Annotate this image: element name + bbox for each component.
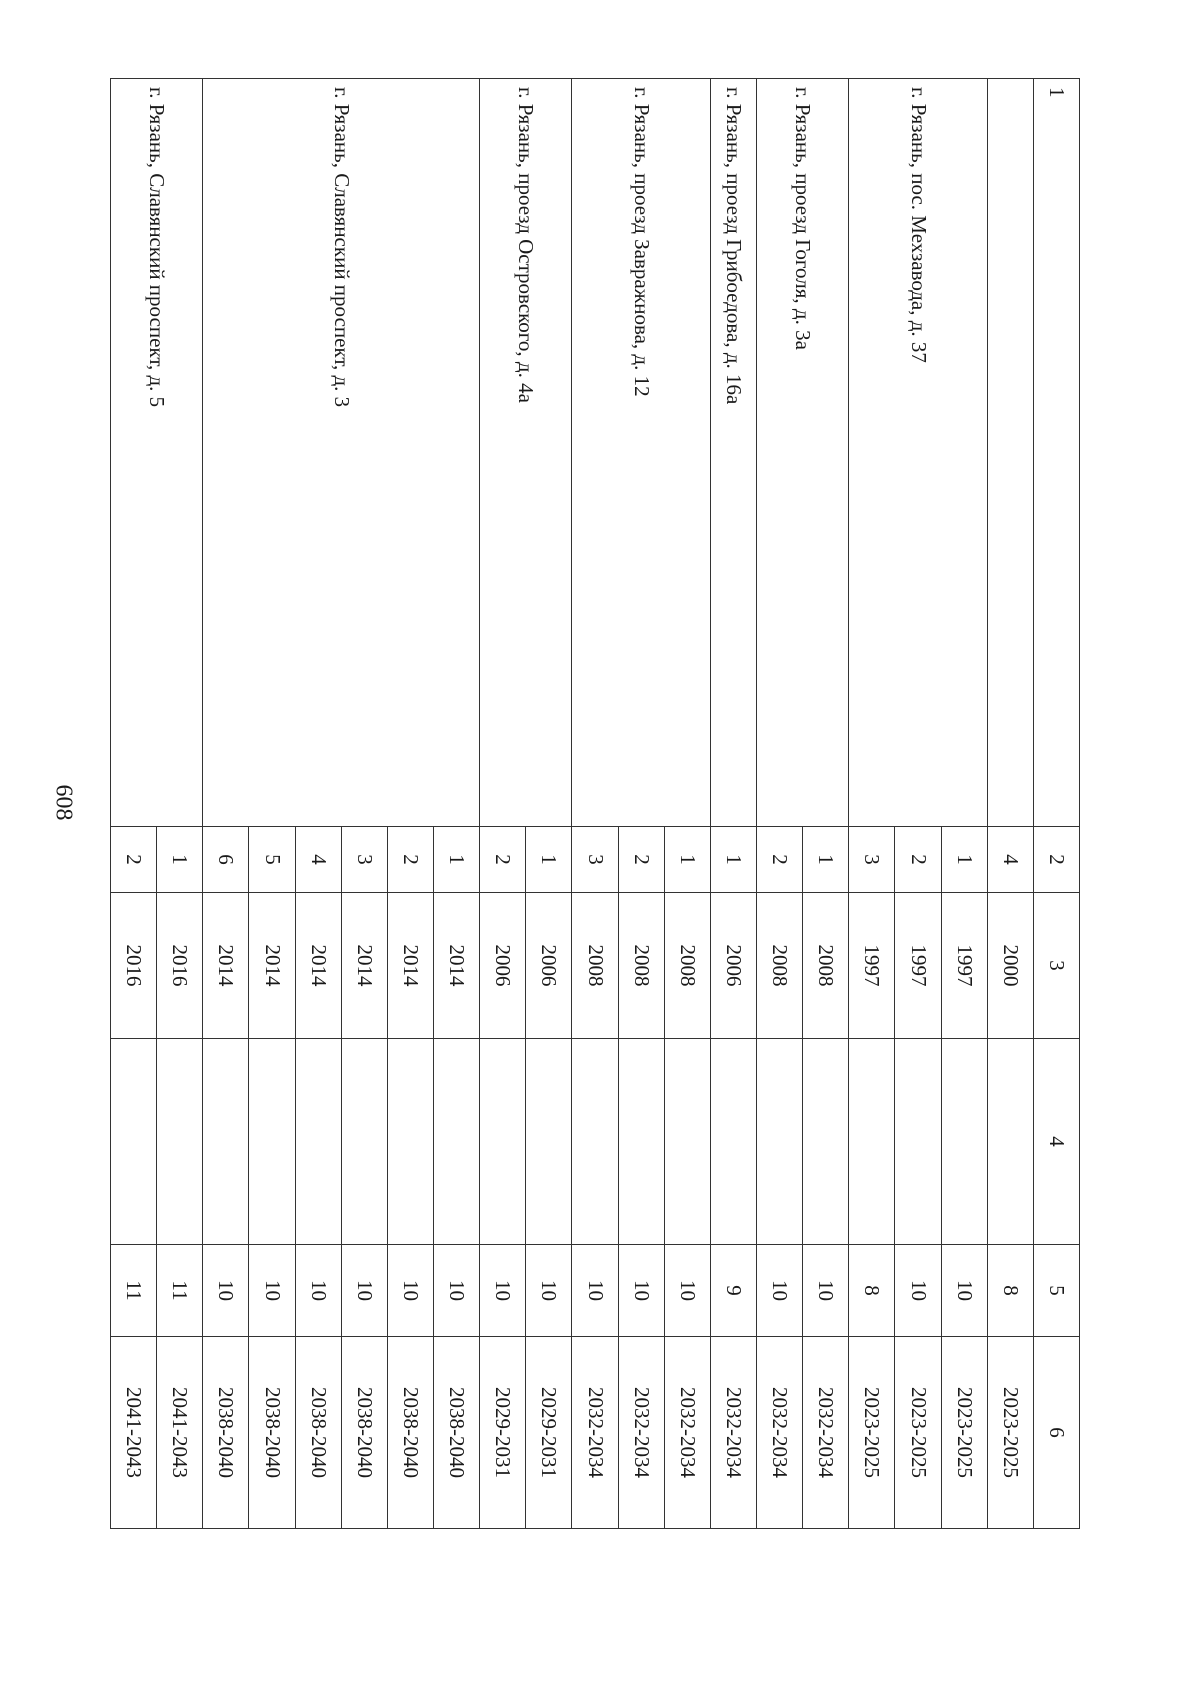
period-cell: 2023-2025: [941, 1337, 987, 1529]
empty-cell: [203, 1039, 249, 1245]
year-cell: 2014: [341, 893, 387, 1039]
year-cell: 2006: [526, 893, 572, 1039]
year-cell: 1997: [849, 893, 895, 1039]
period-cell: 2032-2034: [572, 1337, 618, 1529]
row-number-cell: 2: [895, 827, 941, 893]
table-row: [710, 79, 756, 1529]
address-cell: г. Рязань, Славянский проспект, д. 3: [203, 79, 480, 827]
empty-cell: [434, 1039, 480, 1245]
period-cell: 2029-2031: [480, 1337, 526, 1529]
empty-cell: [111, 1039, 157, 1245]
row-number-cell: 4: [987, 827, 1033, 893]
count-cell: 10: [295, 1245, 341, 1337]
period-cell: 2038-2040: [249, 1337, 295, 1529]
period-cell: 2038-2040: [295, 1337, 341, 1529]
column-header: 3: [1033, 893, 1079, 1039]
year-cell: 2008: [664, 893, 710, 1039]
table-row: [987, 79, 1033, 1529]
count-cell: 10: [572, 1245, 618, 1337]
year-cell: 2008: [803, 893, 849, 1039]
period-cell: 2023-2025: [987, 1337, 1033, 1529]
period-cell: 2032-2034: [803, 1337, 849, 1529]
year-cell: 2014: [203, 893, 249, 1039]
column-header: 2: [1033, 827, 1079, 893]
row-number-cell: 2: [387, 827, 433, 893]
empty-cell: [249, 1039, 295, 1245]
period-cell: 2041-2043: [157, 1337, 203, 1529]
period-cell: 2038-2040: [341, 1337, 387, 1529]
row-number-cell: 3: [572, 827, 618, 893]
count-cell: 10: [203, 1245, 249, 1337]
row-number-cell: 2: [618, 827, 664, 893]
year-cell: 2016: [111, 893, 157, 1039]
year-cell: 2014: [295, 893, 341, 1039]
column-header: 4: [1033, 1039, 1079, 1245]
year-cell: 1997: [941, 893, 987, 1039]
count-cell: 9: [710, 1245, 756, 1337]
year-cell: 2008: [572, 893, 618, 1039]
count-cell: 10: [803, 1245, 849, 1337]
row-number-cell: 3: [849, 827, 895, 893]
count-cell: 10: [895, 1245, 941, 1337]
column-header: 5: [1033, 1245, 1079, 1337]
address-cell: г. Рязань, проезд Островского, д. 4а: [480, 79, 572, 827]
empty-cell: [987, 1039, 1033, 1245]
table-row: [941, 79, 987, 1529]
period-cell: 2023-2025: [849, 1337, 895, 1529]
year-cell: 1997: [895, 893, 941, 1039]
row-number-cell: 1: [941, 827, 987, 893]
schedule-table: [110, 78, 1080, 1529]
period-cell: 2023-2025: [895, 1337, 941, 1529]
row-number-cell: 6: [203, 827, 249, 893]
row-number-cell: 5: [249, 827, 295, 893]
table-row: [803, 79, 849, 1529]
empty-cell: [803, 1039, 849, 1245]
count-cell: 10: [526, 1245, 572, 1337]
empty-cell: [572, 1039, 618, 1245]
period-cell: 2038-2040: [434, 1337, 480, 1529]
count-cell: 10: [618, 1245, 664, 1337]
empty-cell: [480, 1039, 526, 1245]
row-number-cell: 4: [295, 827, 341, 893]
count-cell: 8: [849, 1245, 895, 1337]
address-cell: г. Рязань, проезд Грибоедова, д. 16а: [710, 79, 756, 827]
empty-cell: [618, 1039, 664, 1245]
empty-cell: [295, 1039, 341, 1245]
table-row: [434, 79, 480, 1529]
period-cell: 2032-2034: [757, 1337, 803, 1529]
year-cell: 2000: [987, 893, 1033, 1039]
row-number-cell: 1: [710, 827, 756, 893]
address-cell: г. Рязань, Славянский проспект, д. 5: [111, 79, 203, 827]
year-cell: 2014: [387, 893, 433, 1039]
row-number-cell: 1: [803, 827, 849, 893]
empty-cell: [526, 1039, 572, 1245]
empty-cell: [157, 1039, 203, 1245]
count-cell: 10: [434, 1245, 480, 1337]
count-cell: 11: [111, 1245, 157, 1337]
count-cell: 10: [480, 1245, 526, 1337]
empty-cell: [387, 1039, 433, 1245]
column-header: 1: [1033, 79, 1079, 827]
year-cell: 2006: [480, 893, 526, 1039]
address-cell: [987, 79, 1033, 827]
row-number-cell: 2: [111, 827, 157, 893]
empty-cell: [664, 1039, 710, 1245]
row-number-cell: 1: [157, 827, 203, 893]
table-row: [664, 79, 710, 1529]
page-number: 608: [50, 784, 77, 820]
table-row: [157, 79, 203, 1529]
empty-cell: [341, 1039, 387, 1245]
period-cell: 2041-2043: [111, 1337, 157, 1529]
address-cell: г. Рязань, проезд Гоголя, д. 3а: [757, 79, 849, 827]
count-cell: 11: [157, 1245, 203, 1337]
year-cell: 2016: [157, 893, 203, 1039]
row-number-cell: 2: [757, 827, 803, 893]
address-cell: г. Рязань, проезд Завражнова, д. 12: [572, 79, 710, 827]
row-number-cell: 2: [480, 827, 526, 893]
count-cell: 10: [941, 1245, 987, 1337]
count-cell: 10: [664, 1245, 710, 1337]
year-cell: 2014: [434, 893, 480, 1039]
count-cell: 10: [387, 1245, 433, 1337]
rotated-page: [110, 78, 1080, 1528]
count-cell: 10: [341, 1245, 387, 1337]
count-cell: 10: [249, 1245, 295, 1337]
period-cell: 2038-2040: [203, 1337, 249, 1529]
period-cell: 2029-2031: [526, 1337, 572, 1529]
year-cell: 2006: [710, 893, 756, 1039]
period-cell: 2032-2034: [710, 1337, 756, 1529]
period-cell: 2032-2034: [664, 1337, 710, 1529]
empty-cell: [941, 1039, 987, 1245]
period-cell: 2032-2034: [618, 1337, 664, 1529]
year-cell: 2008: [757, 893, 803, 1039]
empty-cell: [757, 1039, 803, 1245]
address-cell: г. Рязань, пос. Мехзавода, д. 37: [849, 79, 987, 827]
year-cell: 2008: [618, 893, 664, 1039]
row-number-cell: 1: [664, 827, 710, 893]
row-number-cell: 3: [341, 827, 387, 893]
empty-cell: [710, 1039, 756, 1245]
period-cell: 2038-2040: [387, 1337, 433, 1529]
count-cell: 10: [757, 1245, 803, 1337]
empty-cell: [849, 1039, 895, 1245]
count-cell: 8: [987, 1245, 1033, 1337]
empty-cell: [895, 1039, 941, 1245]
column-header: 6: [1033, 1337, 1079, 1529]
row-number-cell: 1: [526, 827, 572, 893]
year-cell: 2014: [249, 893, 295, 1039]
table-row: [526, 79, 572, 1529]
header-row: [1033, 79, 1079, 1529]
row-number-cell: 1: [434, 827, 480, 893]
